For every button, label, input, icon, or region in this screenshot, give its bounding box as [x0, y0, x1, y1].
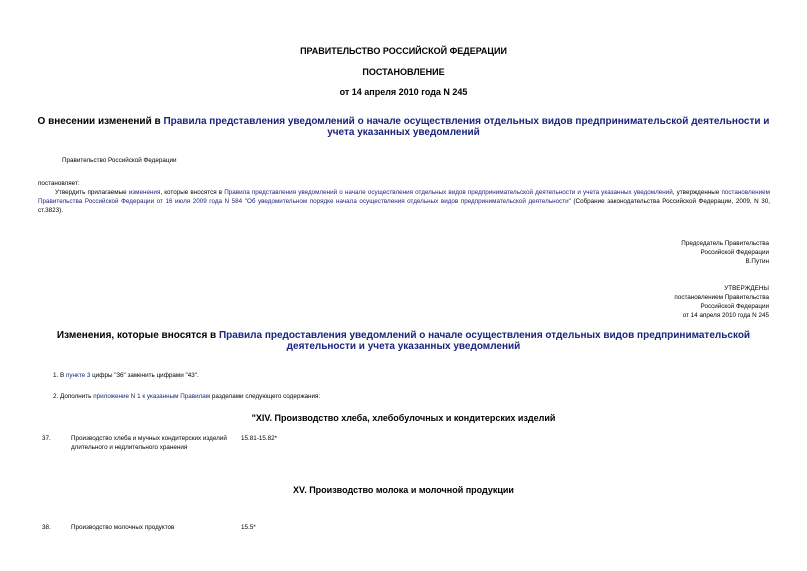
row-38-number: 38. [42, 524, 51, 531]
changes-title [35, 330, 772, 352]
changes-link[interactable]: изменения [128, 189, 161, 196]
title-prefix: О внесении изменений в [37, 116, 164, 127]
rules-link[interactable]: Правила представления уведомлений о начале осуществления отдельных видов предпринимательской деятельности и учета указанных уведомлений [224, 189, 673, 196]
section-15-heading: XV. Производство молока и молочной продукции [293, 485, 514, 495]
point-3-link[interactable]: пункте 3 [65, 372, 91, 379]
paragraph-text: , утвержденные [672, 189, 722, 196]
decides-line: постановляет: [38, 180, 80, 187]
item-2 [53, 392, 320, 401]
changes-title-prefix: Изменения, которые вносятся в [56, 330, 219, 341]
resolution-paragraph [38, 188, 770, 215]
document-date: от 14 апреля 2010 года N 245 [339, 87, 468, 97]
document-title [35, 116, 772, 138]
row-37-number: 37. [42, 435, 51, 442]
paragraph-text: Утвердить прилагаемые [55, 189, 129, 196]
paragraph-text: , которые вносятся в [160, 189, 225, 196]
title-rules-link[interactable]: Правила представления уведомлений о начале осуществления отдельных видов предпринимательской деятельности и учета указанных уведомлений [163, 116, 770, 138]
item-text: разделами следующего содержания: [210, 393, 321, 400]
approved-label: УТВЕРЖДЕНЫ [724, 285, 769, 292]
signature-country: Российской Федерации [700, 249, 769, 256]
changes-title-rules-link[interactable]: Правила предоставления уведомлений о начале осуществления отдельных видов предпринимательской деятельности и учета указанных уведомлений [218, 330, 751, 352]
signature-position: Председатель Правительства [681, 240, 769, 247]
approved-by: постановлением Правительства [674, 294, 769, 301]
row-37-code: 15.81-15.82* [241, 435, 278, 442]
preamble-line: Правительство Российской Федерации [62, 157, 177, 164]
decree-584-link[interactable]: постановлением Правительства Российской Федерации от 16 июля 2009 года N 584 "Об уведомительном порядке начала осуществления отдельных видов предпринимательской деятельности" [38, 189, 771, 205]
government-heading: ПРАВИТЕЛЬСТВО РОССИЙСКОЙ ФЕДЕРАЦИИ [300, 46, 507, 56]
document-type: ПОСТАНОВЛЕНИЕ [362, 67, 445, 77]
signature-name: В.Путин [745, 258, 769, 265]
paragraph-text: (Собрание законодательства Российской Федерации, 2009, N 30, ст.3823). [38, 198, 770, 214]
item-text: 2. Дополнить [53, 393, 94, 400]
section-14-heading: "XIV. Производство хлеба, хлебобулочных и кондитерских изделий [251, 413, 556, 423]
signature-block [681, 239, 769, 266]
item-text: 1. В [53, 372, 66, 379]
approved-date: от 14 апреля 2010 года N 245 [682, 312, 769, 319]
row-37-name: Производство хлеба и мучных кондитерских изделий длительного и недлительного хранения [71, 435, 227, 451]
row-38-code: 15.5* [241, 524, 256, 531]
approved-country: Российской Федерации [700, 303, 769, 310]
approved-block [674, 284, 769, 320]
item-text: цифры "36" заменить цифрами "43". [90, 372, 199, 379]
appendix-1-link[interactable]: приложение N 1 к указанным Правилам [93, 393, 211, 400]
item-1 [53, 371, 199, 380]
row-38-name: Производство молочных продуктов [71, 524, 175, 531]
